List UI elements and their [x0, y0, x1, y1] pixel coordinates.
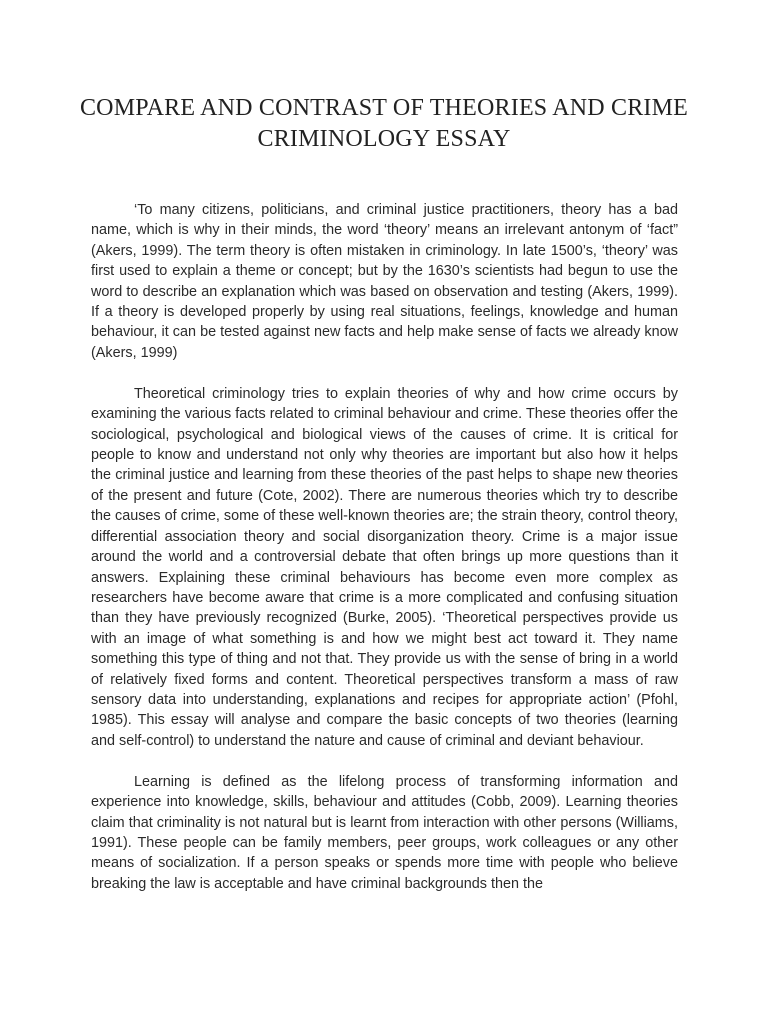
essay-title: COMPARE AND CONTRAST OF THEORIES AND CRIME CRIMINOLOGY ESSAY: [79, 95, 689, 152]
paragraph-learning: Learning is defined as the lifelong process of transforming information and experience into knowledge, skills, behaviour and attitudes (Cobb, 2009). Learning theories claim that criminality is not natural but is learnt from interaction with other persons (Williams, 1991). These people can be family members, peer groups, work colleagues or any other means of socialization. If a person speaks or spends more time with people who believe breaking the law is acceptable and have criminal backgrounds then the: [91, 773, 678, 892]
paragraph-intro: ‘To many citizens, politicians, and criminal justice practitioners, theory has a bad name, which is why in their minds, the word ‘theory’ means an irrelevant antonym of ‘fact” (Akers, 1999). The term theory is often mistaken in criminology. In late 1500’s, ‘theory’ was first used to explain a theme or concept; but by the 1630’s scientists had begun to use the word to describe an explanation which was based on observation and testing (Akers, 1999). If a theory is developed properly by using real situations, feelings, knowledge and human behaviour, it can be tested against new facts and help make sense of facts we already know (Akers, 1999): [91, 202, 678, 361]
essay-body: [91, 200, 678, 915]
paragraph-theoretical-criminology: Theoretical criminology tries to explain theories of why and how crime occurs by examining the various facts related to criminal behaviour and crime. These theories offer the sociological, psychological and biological views of the causes of crime. It is critical for people to know and understand not only why theories are important but also how it helps the criminal justice and learning from these theories of the past helps to shape new theories of the present and future (Cote, 2002). There are numerous theories which try to describe the causes of crime, some of these well-known theories are; the strain theory, control theory, differential association theory and social disorganization theory. Crime is a major issue around the world and a controversial debate that often brings up more questions than it answers. Explaining these criminal behaviours has become even more complex as researchers have become aware that crime is a more complicated and confusing situation than they have previously recognized (Burke, 2005). ‘Theoretical perspectives provide us with an image of what something is and how we might best act toward it. They name something this type of thing and not that. They provide us with the sense of bring in a world of relatively fixed forms and content. Theoretical perspectives transform a mass of raw sensory data into understanding, explanations and recipes for appropriate action’ (Pfohl, 1985). This essay will analyse and compare the basic concepts of two theories (learning and self-control) to understand the nature and cause of criminal and deviant behaviour.: [91, 385, 678, 749]
